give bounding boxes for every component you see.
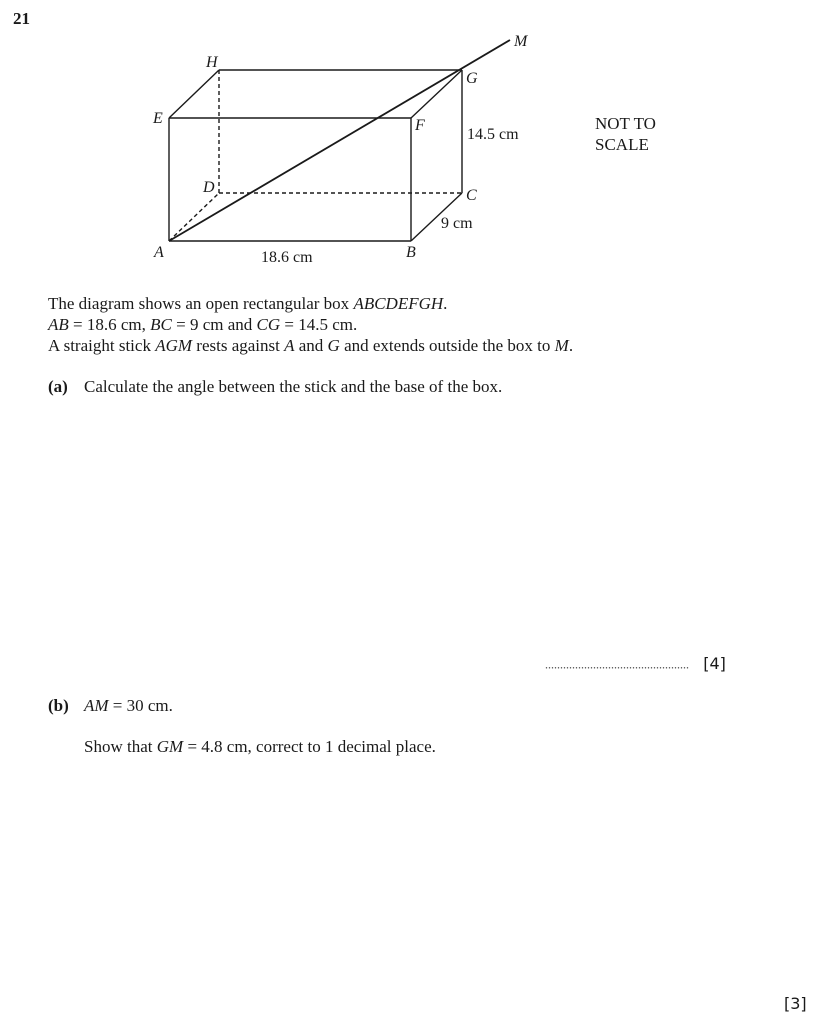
part-b-marks: [3] bbox=[784, 994, 807, 1013]
intro-line-1: The diagram shows an open rectangular box ABCDEFGH. bbox=[48, 294, 448, 313]
part-a-marks: [4] bbox=[703, 654, 726, 673]
label-f: F bbox=[415, 117, 425, 134]
answer-dots[interactable]: ................................................ bbox=[545, 657, 689, 672]
dimension-cg: 14.5 cm bbox=[467, 126, 519, 143]
edge-ad-hidden bbox=[169, 193, 219, 241]
part-a-text: Calculate the angle between the stick and the base of the box. bbox=[84, 377, 503, 396]
label-g: G bbox=[466, 70, 478, 87]
edge-eh bbox=[169, 70, 219, 118]
part-b-question: Show that GM = 4.8 cm, correct to 1 decimal place. bbox=[84, 737, 436, 756]
dimension-ab: 18.6 cm bbox=[261, 249, 313, 266]
part-b-label: (b) bbox=[48, 696, 69, 715]
label-c: C bbox=[466, 187, 477, 204]
question-number: 21 bbox=[13, 9, 30, 28]
box-diagram bbox=[0, 0, 819, 290]
question-intro bbox=[48, 293, 573, 356]
not-to-scale-note bbox=[595, 113, 656, 155]
dimension-bc: 9 cm bbox=[441, 215, 473, 232]
label-h: H bbox=[206, 54, 218, 71]
label-a: A bbox=[154, 244, 164, 261]
part-a-label: (a) bbox=[48, 377, 68, 396]
label-e: E bbox=[153, 110, 163, 127]
not-to-scale-line1: NOT TO bbox=[595, 114, 656, 133]
not-to-scale-line2: SCALE bbox=[595, 135, 649, 154]
label-m: M bbox=[514, 33, 528, 50]
part-a-question bbox=[48, 377, 502, 397]
part-b-given: (b) AM = 30 cm. bbox=[48, 696, 173, 715]
part-a-answer-line[interactable] bbox=[545, 654, 726, 674]
intro-line-3: A straight stick AGM rests against A and G and extends outside the box to M. bbox=[48, 336, 574, 355]
intro-line-2: AB = 18.6 cm, BC = 9 cm and CG = 14.5 cm. bbox=[48, 315, 358, 334]
label-b: B bbox=[406, 244, 416, 261]
label-d: D bbox=[203, 179, 215, 196]
